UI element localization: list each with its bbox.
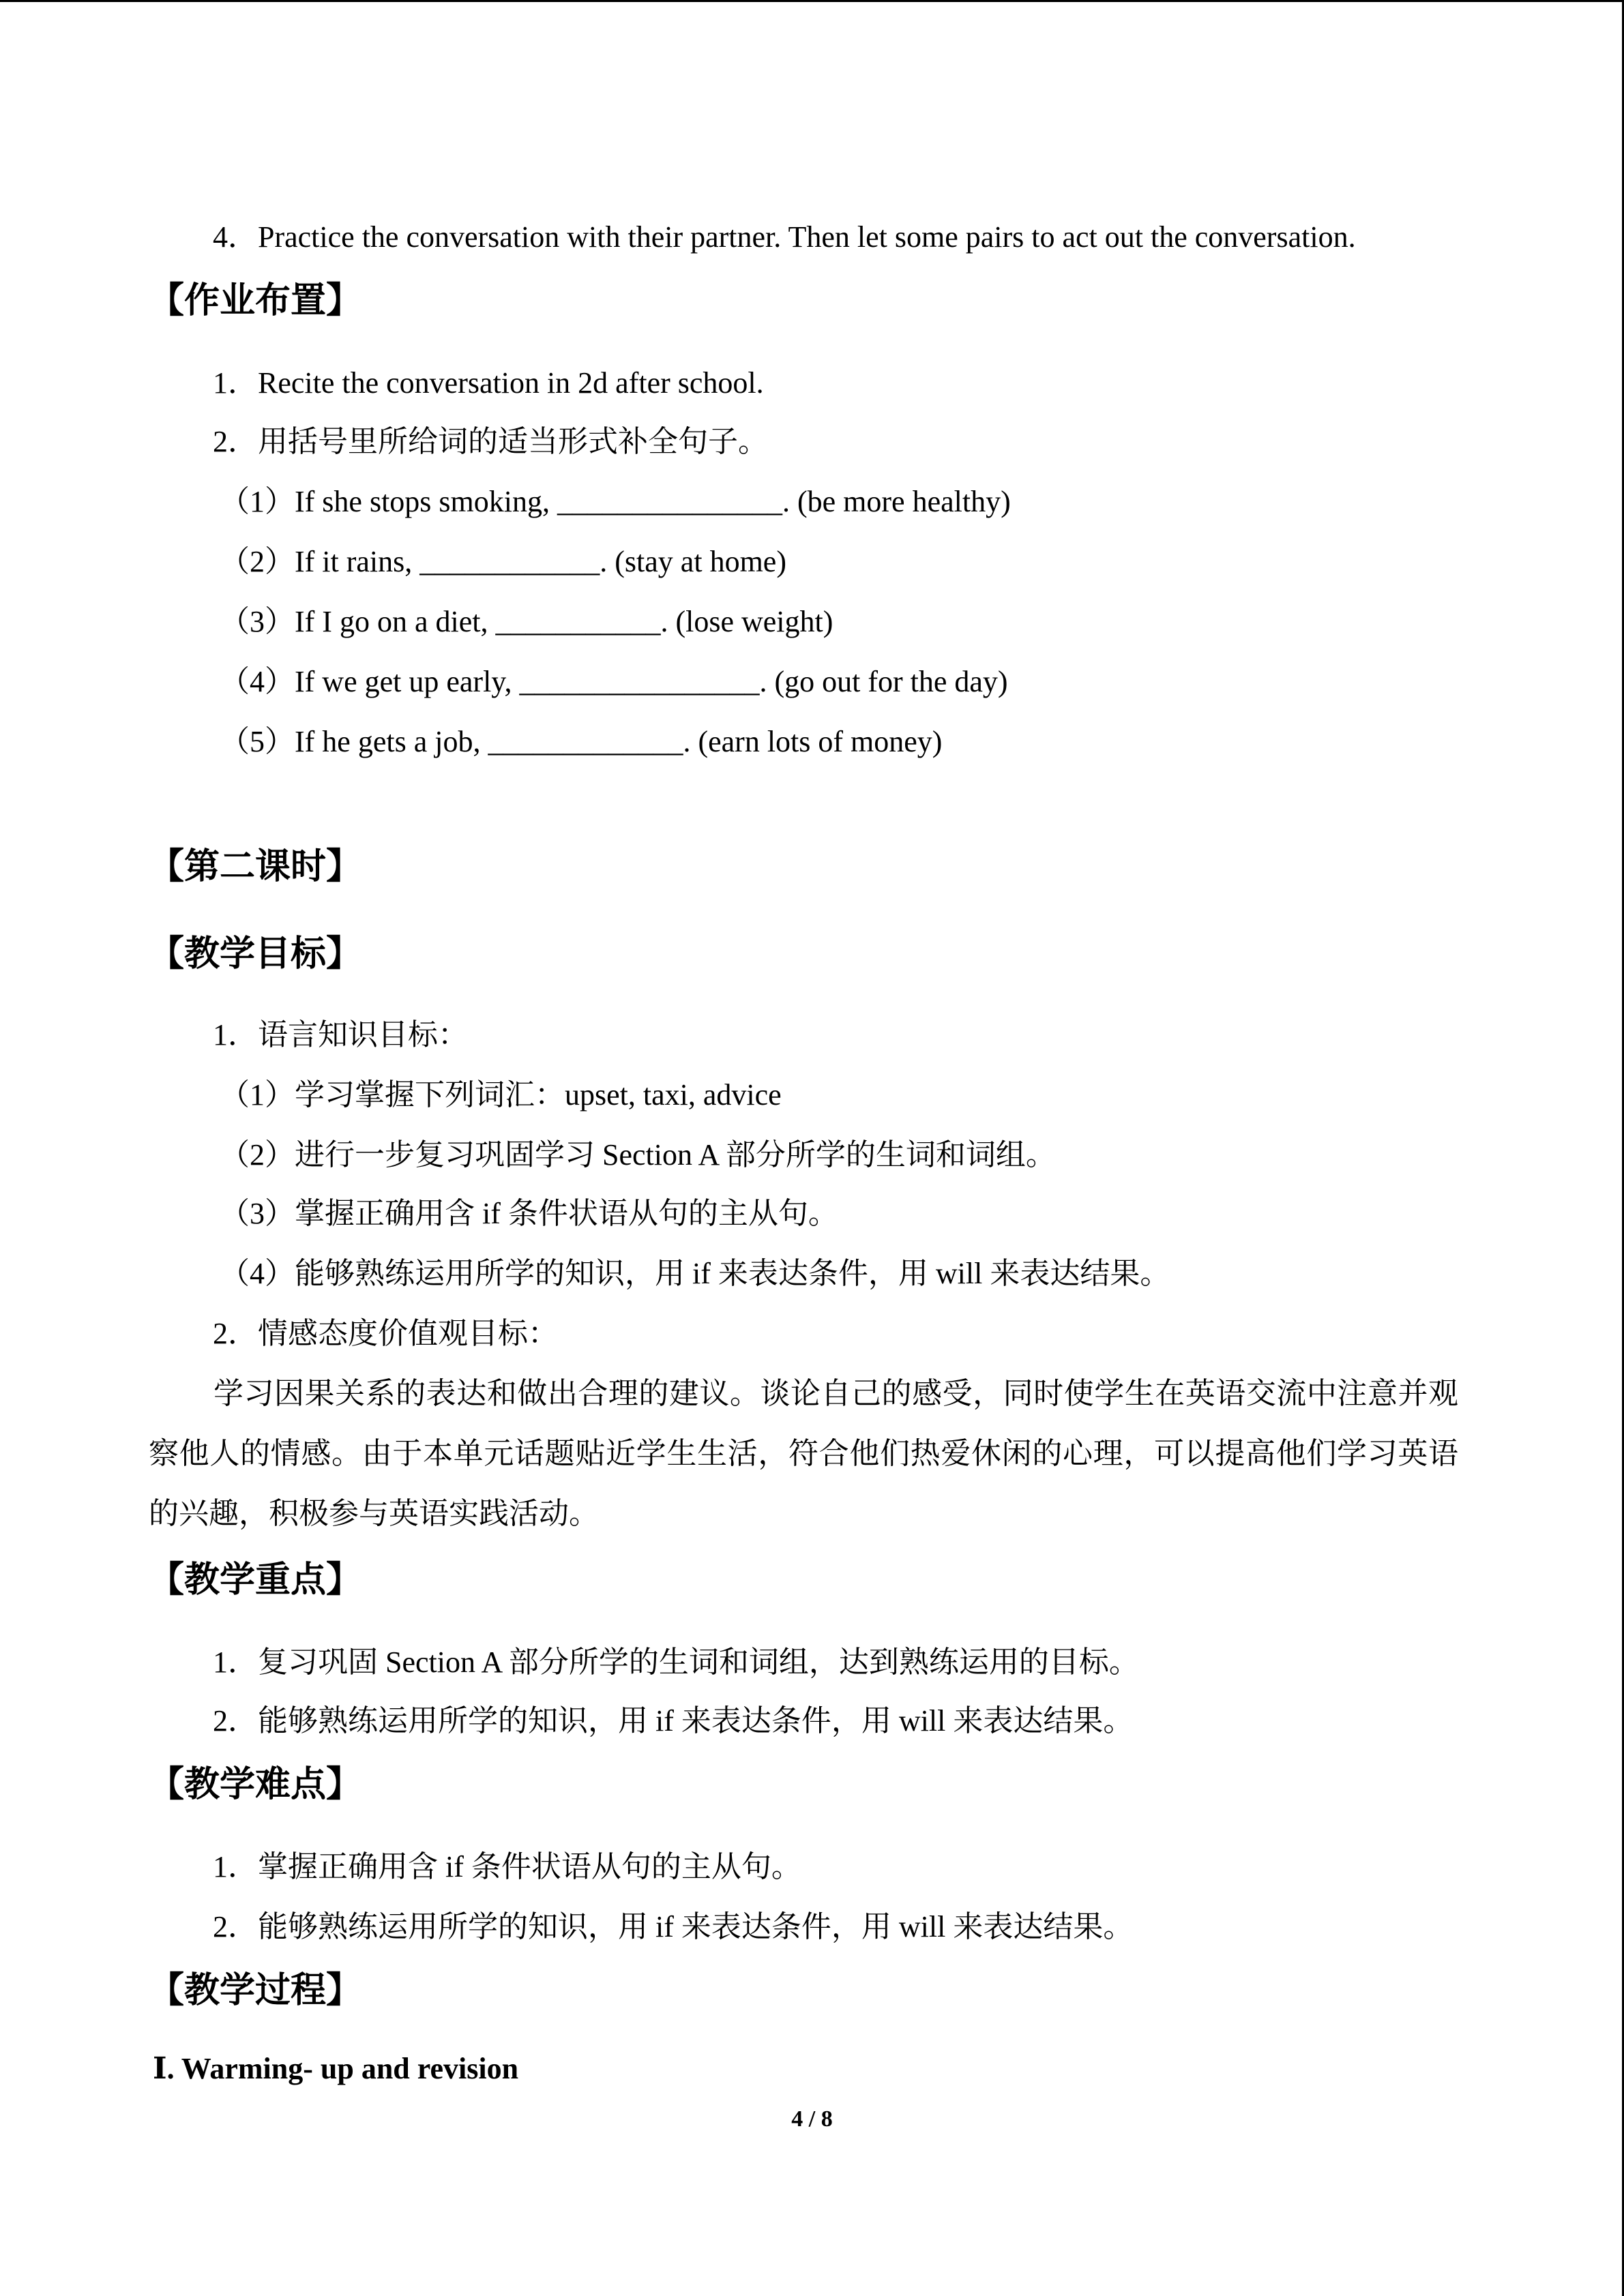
objective-line-3: （2）进行一步复习巩固学习 Section A 部分所学的生词和词组。 (220, 1138, 1056, 1172)
objectives-heading: 【教学目标】 (149, 934, 362, 974)
warming-up-title: Ⅰ. Warming- up and revision (153, 2052, 519, 2085)
homework-item-2: 2．用括号里所给词的适当形式补全句子。 (213, 425, 768, 458)
key-point-2: 2．能够熟练运用所学的知识，用 if 来表达条件，用 will 来表达结果。 (213, 1704, 1134, 1738)
exercise-4: （4）If we get up early, ________________. (go out for the day) (220, 665, 1008, 698)
objective-line-5: （4）能够熟练运用所学的知识，用 if 来表达条件，用 will 来表达结果。 (220, 1257, 1170, 1290)
exercise-2: （2）If it rains, ____________. (stay at home) (220, 545, 786, 578)
difficult-point-1: 1．掌握正确用含 if 条件状语从句的主从句。 (213, 1850, 801, 1883)
lesson2-heading: 【第二课时】 (149, 846, 362, 887)
page-border-top (0, 0, 1624, 2)
homework-heading: 【作业布置】 (149, 280, 362, 321)
practice-step: 4．Practice the conversation with their partner. Then let some pairs to act out the conversation. (213, 220, 1356, 254)
objective-line-6: 2．情感态度价值观目标： (213, 1317, 558, 1350)
key-points-heading: 【教学重点】 (149, 1560, 362, 1600)
objective-paragraph: 学习因果关系的表达和做出合理的建议。谈论自己的感受，同时使学生在英语交流中注意并观察他人的情感。由于本单元话题贴近学生生活，符合他们热爱休闲的心理，可以提高他们学习英语的兴趣，积极参与英语实践活动。 (149, 1377, 1458, 1530)
difficult-points-heading: 【教学难点】 (149, 1764, 362, 1805)
objective-line-2: （1）学习掌握下列词汇：upset, taxi, advice (220, 1078, 782, 1112)
exercise-5: （5）If he gets a job, _____________. (earn lots of money) (220, 725, 943, 758)
page-number: 4 / 8 (791, 2106, 833, 2132)
exercise-3: （3）If I go on a diet, ___________. (lose weight) (220, 605, 833, 638)
process-heading: 【教学过程】 (149, 1970, 362, 2011)
difficult-point-2: 2．能够熟练运用所学的知识，用 if 来表达条件，用 will 来表达结果。 (213, 1910, 1134, 1943)
homework-item-1: 1．Recite the conversation in 2d after school. (213, 366, 764, 400)
key-point-1: 1．复习巩固 Section A 部分所学的生词和词组，达到熟练运用的目标。 (213, 1645, 1139, 1679)
objective-line-1: 1．语言知识目标： (213, 1018, 468, 1052)
objective-line-4: （3）掌握正确用含 if 条件状语从句的主从句。 (220, 1197, 838, 1230)
exercise-1: （1）If she stops smoking, _______________. (be more healthy) (220, 485, 1011, 518)
